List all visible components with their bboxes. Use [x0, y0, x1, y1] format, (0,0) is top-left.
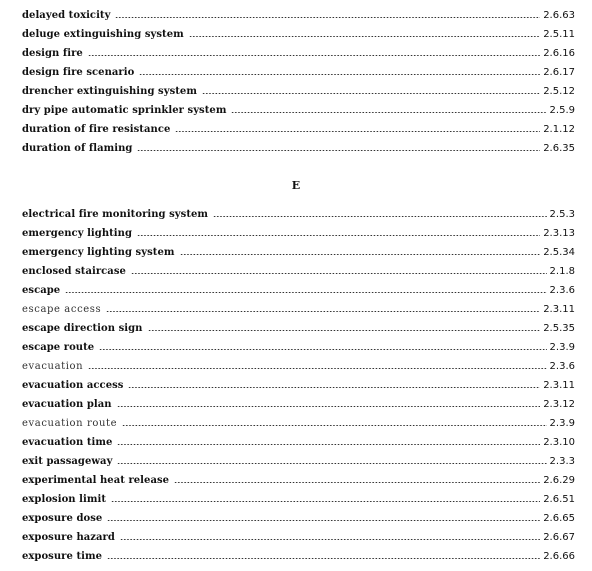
section-ref: 2.5.34	[543, 247, 575, 258]
dot-leader	[137, 235, 540, 236]
index-term: evacuation	[22, 361, 84, 372]
dot-leader	[117, 444, 540, 445]
dot-leader	[107, 520, 540, 521]
index-entry	[22, 395, 575, 414]
dot-leader	[174, 482, 540, 483]
section-ref: 2.3.12	[543, 399, 575, 410]
section-ref: 2.3.9	[549, 342, 575, 353]
index-term: exposure dose	[22, 513, 103, 524]
index-entry	[22, 139, 575, 158]
section-ref: 2.6.17	[543, 67, 575, 78]
index-term: evacuation time	[22, 437, 113, 448]
index-entry	[22, 433, 575, 452]
dot-leader	[180, 254, 541, 255]
section-ref: 2.1.12	[543, 124, 575, 135]
dot-leader	[122, 425, 546, 426]
index-entry	[22, 509, 575, 528]
dot-leader	[213, 216, 546, 217]
dot-leader	[131, 273, 547, 274]
index-term: evacuation plan	[22, 399, 112, 410]
dot-leader	[115, 17, 540, 18]
index-term: deluge extinguishing system	[22, 29, 184, 40]
index-term: enclosed staircase	[22, 266, 126, 277]
index-term: escape access	[22, 304, 102, 315]
index-entry	[22, 44, 575, 63]
index-entry	[22, 300, 575, 319]
section-letter-heading: E	[291, 179, 301, 192]
dot-leader	[106, 311, 540, 312]
index-term: escape	[22, 285, 61, 296]
section-ref: 2.1.8	[549, 266, 575, 277]
section-ref: 2.3.9	[549, 418, 575, 429]
index-entry	[22, 376, 575, 395]
dot-leader	[231, 112, 546, 113]
index-term: exposure time	[22, 551, 103, 562]
index-entry	[22, 224, 575, 243]
index-term: electrical fire monitoring system	[22, 209, 209, 220]
index-term: explosion limit	[22, 494, 106, 505]
section-ref: 2.5.35	[543, 323, 575, 334]
index-entry	[22, 338, 575, 357]
section-ref: 2.3.11	[543, 304, 575, 315]
dot-leader	[111, 501, 540, 502]
index-entry	[22, 120, 575, 139]
index-term: dry pipe automatic sprinkler system	[22, 105, 227, 116]
dot-leader	[88, 55, 540, 56]
dot-leader	[117, 406, 541, 407]
section-ref: 2.6.66	[543, 551, 575, 562]
dot-leader	[99, 349, 546, 350]
dot-leader	[139, 74, 540, 75]
section-ref: 2.5.9	[549, 105, 575, 116]
dot-leader	[175, 131, 540, 132]
index-term: evacuation route	[22, 418, 118, 429]
index-entry	[22, 452, 575, 471]
index-term: design fire	[22, 48, 83, 59]
index-entry	[22, 471, 575, 490]
index-entry	[22, 262, 575, 281]
dot-leader	[128, 387, 540, 388]
dot-leader	[120, 539, 540, 540]
index-term: exposure hazard	[22, 532, 115, 543]
index-entry	[22, 319, 575, 338]
section-ref: 2.6.67	[543, 532, 575, 543]
dot-leader	[137, 150, 540, 151]
index-entry	[22, 82, 575, 101]
section-ref: 2.6.29	[543, 475, 575, 486]
section-ref: 2.5.11	[543, 29, 575, 40]
index-term: drencher extinguishing system	[22, 86, 197, 97]
dot-leader	[148, 330, 541, 331]
index-term: evacuation access	[22, 380, 124, 391]
section-ref: 2.3.3	[549, 456, 575, 467]
index-entry	[22, 6, 575, 25]
index-entry	[22, 25, 575, 44]
index-term: duration of fire resistance	[22, 124, 171, 135]
index-term: duration of flaming	[22, 143, 133, 154]
index-entry	[22, 205, 575, 224]
index-entry	[22, 490, 575, 509]
section-ref: 2.3.11	[543, 380, 575, 391]
index-term: emergency lighting	[22, 228, 133, 239]
section-ref: 2.6.63	[543, 10, 575, 21]
section-ref: 2.5.12	[543, 86, 575, 97]
index-entry	[22, 528, 575, 547]
section-ref: 2.6.65	[543, 513, 575, 524]
index-term: escape direction sign	[22, 323, 143, 334]
index-entry	[22, 547, 575, 566]
section-ref: 2.3.6	[549, 361, 575, 372]
index-entry	[22, 414, 575, 433]
index-entry	[22, 101, 575, 120]
section-ref: 2.6.16	[543, 48, 575, 59]
dot-leader	[117, 463, 546, 464]
index-entry	[22, 357, 575, 376]
index-term: experimental heat release	[22, 475, 170, 486]
index-term: escape route	[22, 342, 95, 353]
dot-leader	[189, 36, 540, 37]
dot-leader	[107, 558, 540, 559]
section-ref: 2.3.10	[543, 437, 575, 448]
dot-leader	[88, 368, 546, 369]
dot-leader	[202, 93, 540, 94]
index-entry	[22, 281, 575, 300]
index-entry	[22, 243, 575, 262]
section-ref: 2.6.35	[543, 143, 575, 154]
index-term: emergency lighting system	[22, 247, 175, 258]
section-ref: 2.3.13	[543, 228, 575, 239]
index-term: exit passageway	[22, 456, 113, 467]
dot-leader	[65, 292, 546, 293]
section-ref: 2.6.51	[543, 494, 575, 505]
index-term: design fire scenario	[22, 67, 135, 78]
section-ref: 2.5.3	[549, 209, 575, 220]
index-entry	[22, 63, 575, 82]
section-ref: 2.3.6	[549, 285, 575, 296]
index-term: delayed toxicity	[22, 10, 111, 21]
